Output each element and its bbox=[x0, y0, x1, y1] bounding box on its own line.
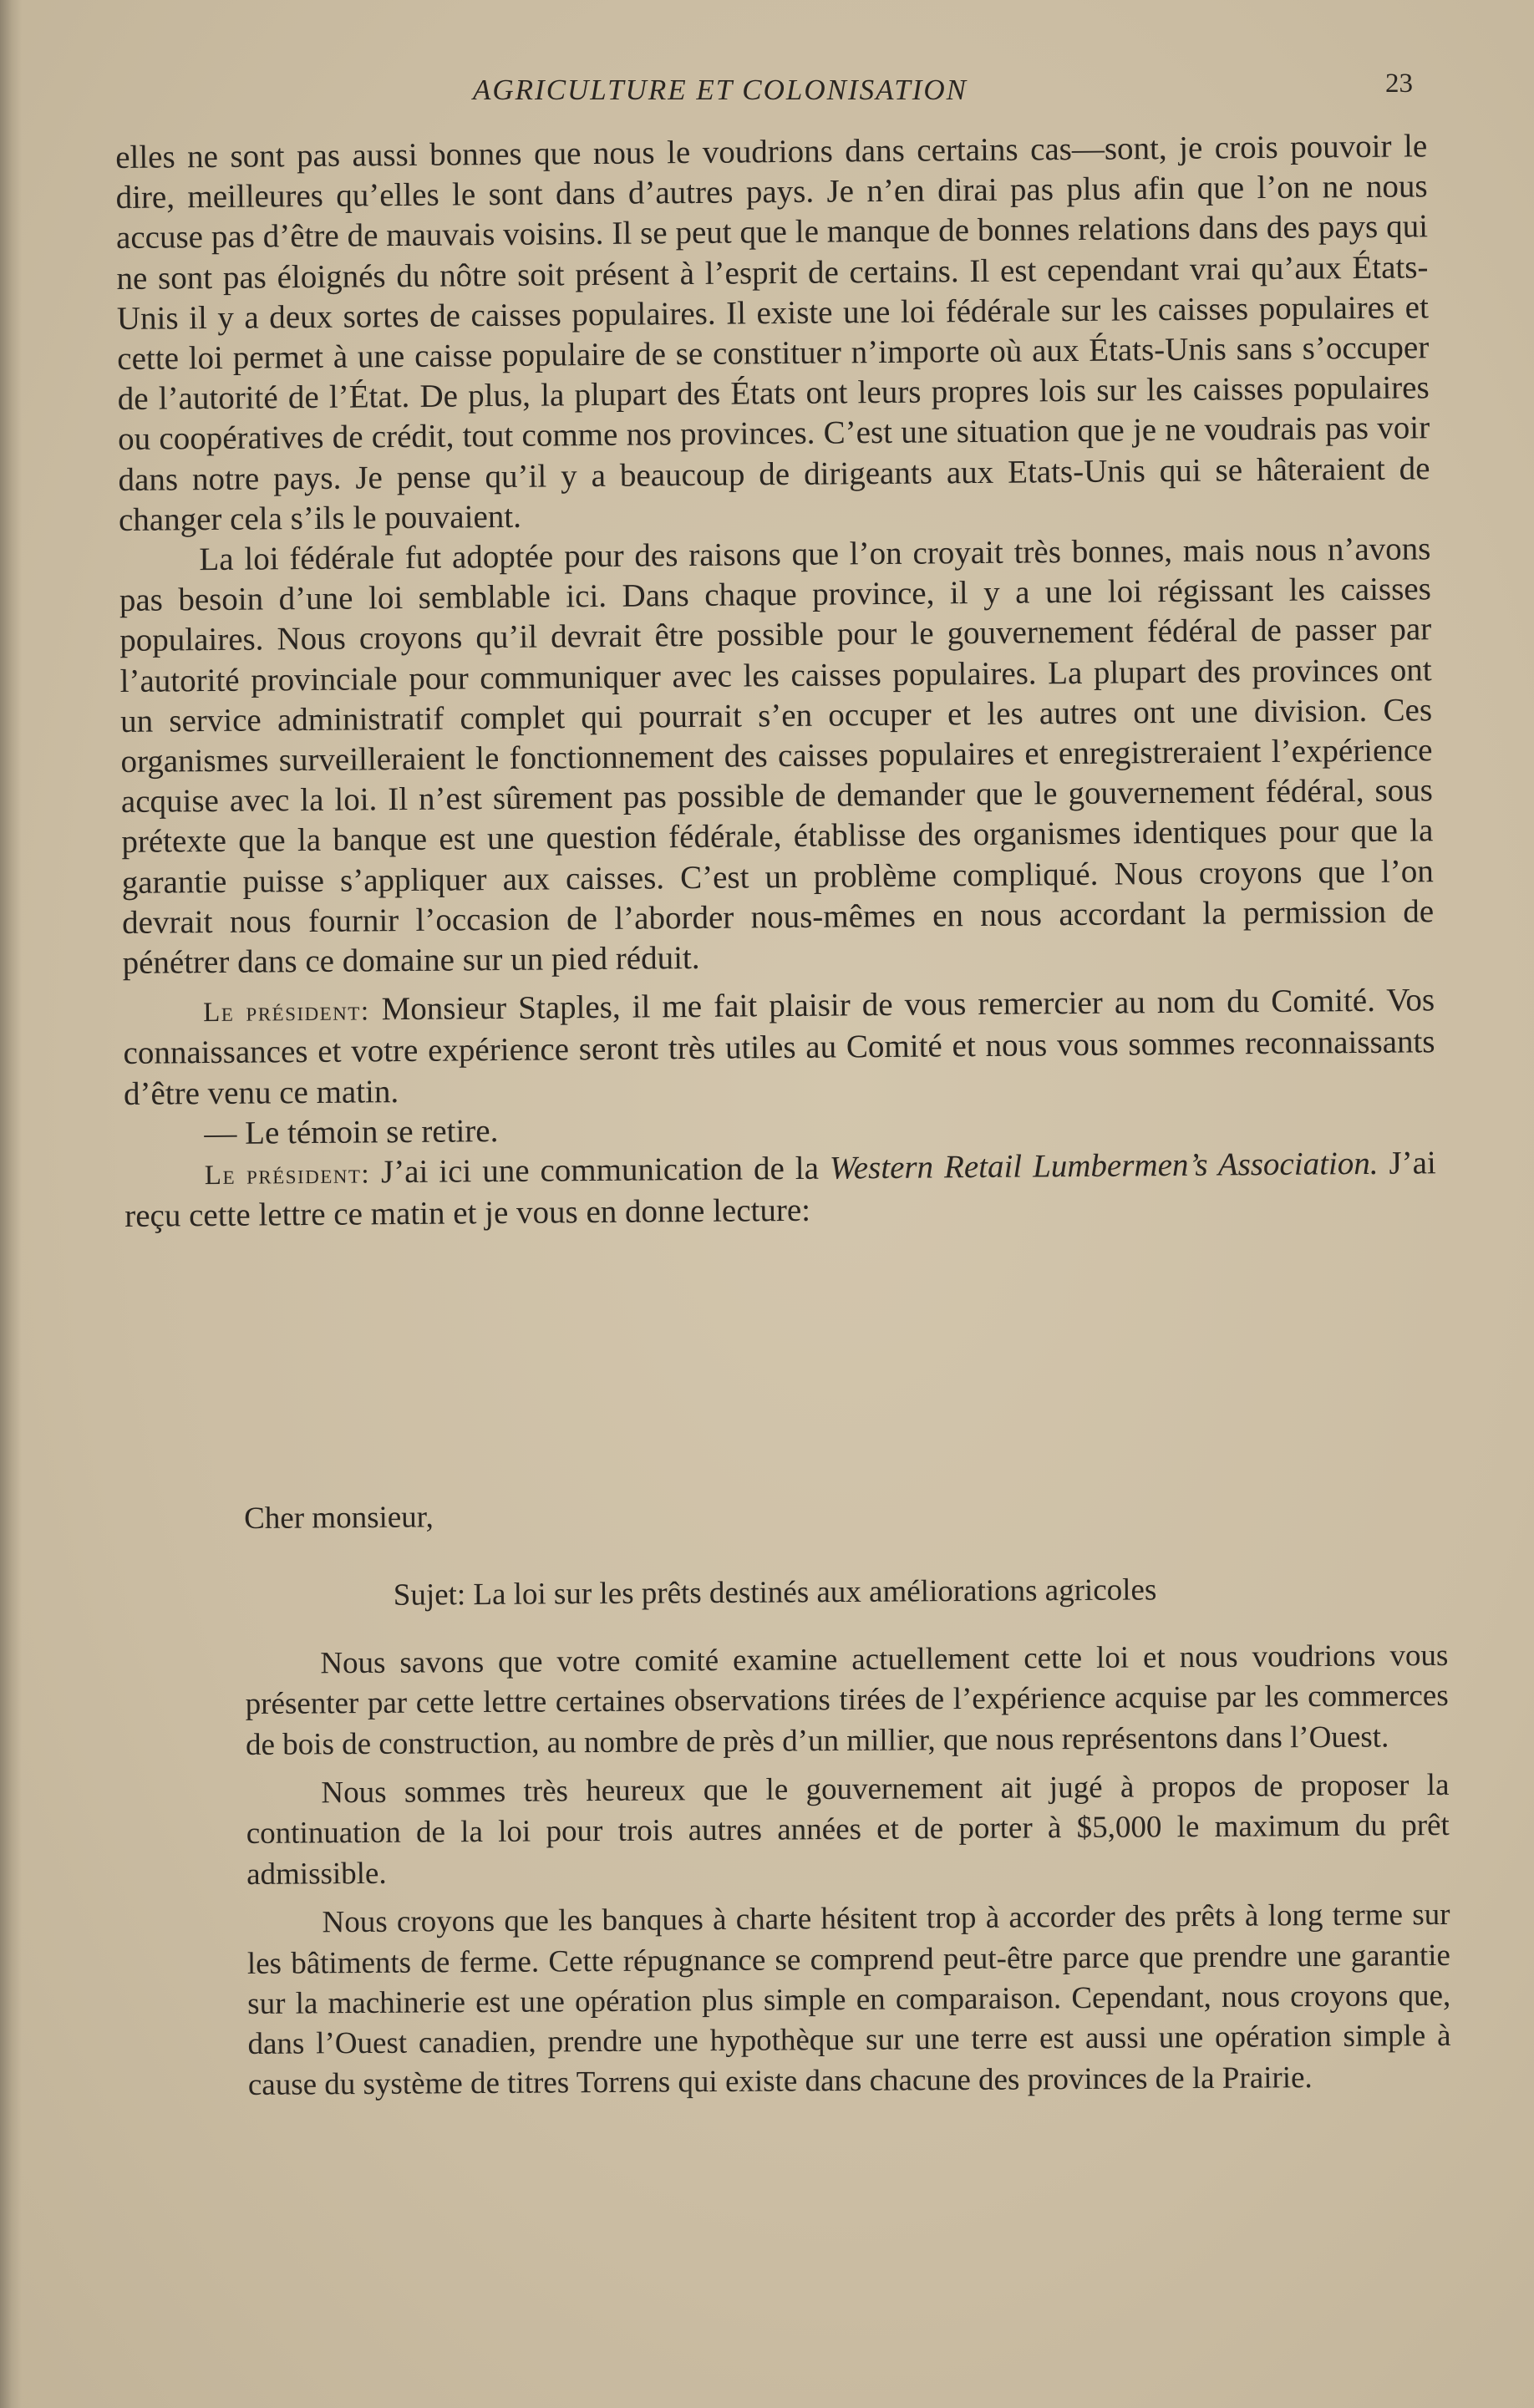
letter-salutation: Cher monsieur, bbox=[244, 1500, 434, 1536]
paragraph-1: elles ne sont pas aussi bonnes que nous le voudrions dans certains cas—sont, je crois pouvoir le dire, meilleures qu’elles le sont dans d’autres pays. Je n’en dirai pas plus afin que l’on ne nous accuse pas d’être de mauvais voisins. Il se peut que le manque de bonnes relations dans des pays qui ne sont pas éloignés du nôtre soit présent à l’esprit de certains. Il est cependant vrai qu’aux États-Unis il y a deux sortes de caisses populaires. Il existe une loi fédérale sur les caisses populaires et cette loi permet à une caisse populaire de se constituer n’importe où aux États-Unis sans s’occuper de l’autorité de l’État. De plus, la plupart des États ont leurs propres lois sur les caisses populaires ou coopératives de crédit, tout comme nos provinces. C’est une situation que je ne voudrais pas voir dans notre pays. Je pense qu’il y a beaucoup de dirigeants aux Etats-Unis qui se hâteraient de changer cela s’ils le pouvaient. bbox=[115, 128, 1430, 538]
paragraph-5-text-a: J’ai ici une communication de la bbox=[369, 1150, 830, 1191]
paragraph-3 bbox=[123, 981, 1435, 1115]
paragraph-2: La loi fédérale fut adoptée pour des raisons que l’on croyait très bonnes, mais nous n’avons pas besoin d’une loi semblable ici. Dans chaque province, il y a une loi régissant les caisses populaires. Nous croyons qu’il devrait être possible pour le gouvernement fédéral de passer par l’autorité provinciale pour communiquer avec les caisses populaires. La plupart des provinces ont un service administratif complet qui pourrait s’en occuper et les autres ont une division. Ces organismes surveilleraient le fonctionnement des caisses populaires et enregistreraient l’expérience acquise avec la loi. Il n’est sûrement pas possible de demander que le gouvernement fédéral, sous prétexte que la banque est une question fédérale, établisse des organismes identiques pour que la garantie puisse s’appliquer aux caisses. C’est un problème compliqué. Nous croyons que l’on devrait nous fournir l’occasion de l’aborder nous-mêmes en nous accordant la permission de pénétrer dans ce domaine sur un pied réduit. bbox=[119, 531, 1435, 982]
letter-paragraph-3: Nous croyons que les banques à charte hésitent trop à accorder des prêts à long terme sur les bâtiments de ferme. Cette répugnance se comprend peut-être parce que prendre une garantie sur la machinerie est une opération plus simple en comparaison. Cependant, nous croyons que, dans l’Ouest canadien, prendre une hypothèque sur une terre est aussi une opération simple à cause du système de titres Torrens qui existe dans chacune des provinces de la Prairie. bbox=[246, 1897, 1451, 2102]
letter-paragraph-2: Nous sommes très heureux que le gouvernement ait jugé à propos de proposer la continuation de la loi pour trois autres années et de porter à $5,000 le maximum du prêt admissible. bbox=[246, 1767, 1450, 1892]
letter-subject: Sujet: La loi sur les prêts destinés aux améliorations agricoles bbox=[393, 1572, 1157, 1613]
stage-direction: — Le témoin se retire. bbox=[204, 1112, 499, 1151]
speaker-label: Le président: bbox=[204, 1159, 371, 1191]
body-text bbox=[115, 126, 1436, 1237]
paragraph-5-text-b: J’ai reçu cette lettre ce matin et je vous en donne lecture: bbox=[124, 1145, 1436, 1235]
running-head bbox=[0, 69, 1534, 110]
running-title: AGRICULTURE ET COLONISATION bbox=[473, 74, 968, 106]
speaker-label: Le président: bbox=[202, 996, 370, 1029]
paragraph-5 bbox=[124, 1143, 1437, 1237]
page-number: 23 bbox=[1385, 69, 1413, 99]
letter-paragraph-1: Nous savons que votre comité examine actuellement cette loi et nous voudrions vous présenter par cette lettre certaines observations tirées de l’expérience acquise par les commerces de bois de construction, au nombre de près d’un millier, que nous représentons dans l’Ouest. bbox=[245, 1638, 1449, 1762]
page-binding-edge bbox=[0, 0, 22, 2408]
paragraph-3-text: Monsieur Staples, il me fait plaisir de vous remercier au nom du Comité. Vos connaissances et votre expérience seront très utiles au Comité et nous vous sommes reconnaissants d’être venu ce matin. bbox=[123, 982, 1435, 1112]
organization-name: Western Retail Lumbermen’s Association. bbox=[829, 1145, 1379, 1186]
quoted-letter bbox=[244, 1491, 1451, 2106]
